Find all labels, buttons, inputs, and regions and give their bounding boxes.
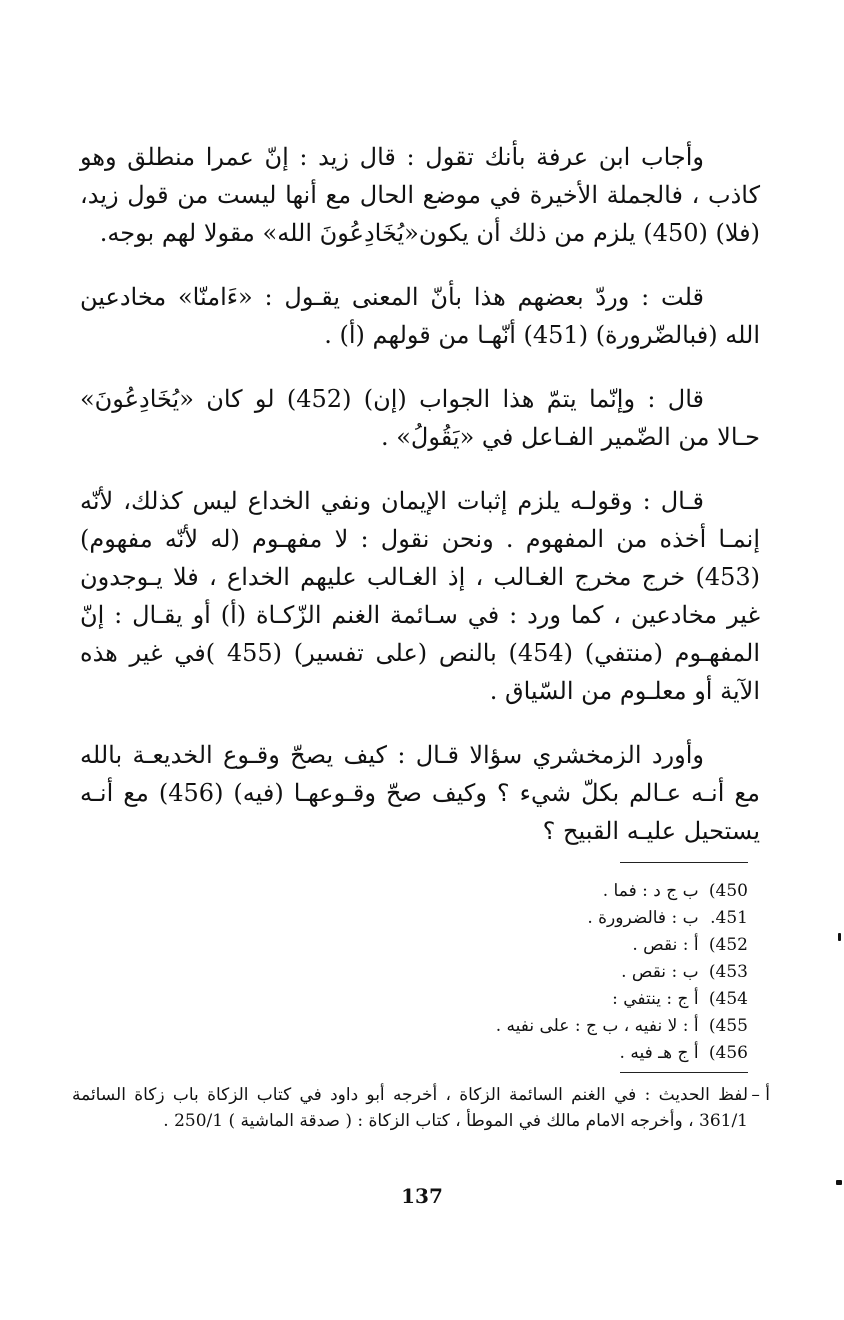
paragraph-1: وأجاب ابن عرفة بأنك تقول : قال زيد : إنّ عمرا منطلق وهو كاذب ، فالجملة الأخيرة في موضع الحال مع أنها ليست من قول زيد،(فلا) (450) يلزم من ذلك أن يكون«يُخَادِعُونَ الله» مقولا لهم بوجه. — [80, 143, 760, 247]
scan-speck — [838, 933, 841, 941]
paragraph-3: قال : وإنّما يتمّ هذا الجواب (إن) (452) لو كان «يُخَادِعُونَ» حـالا من الضّمير الفـاعل في «يَقُولُ» . — [80, 385, 760, 451]
paragraph-4: قـال : وقولـه يلزم إثبات الإيمان ونفي الخداع ليس كذلك، لأنّه إنمـا أخذه من المفهوم . ونحن نقول : لا مفهـوم (له لأنّه مفهوم) (453) خرج مخرج الغـالب ، إذ الغـالب عليهم الخداع ، فلا يـوجدون غير مخادعين ، كما ورد : في سـائمة الغنم الزّكـاة (أ) أو يقـال : إنّ المفهـوم (منتفي) (454) بالنص (على تفسير) (455 )في غير هذه الآية أو معلـوم من السّياق . — [80, 487, 761, 705]
footnote-divider — [620, 862, 748, 863]
main-text — [80, 138, 760, 876]
scan-speck — [836, 1180, 842, 1185]
variant-notes — [328, 878, 748, 1067]
paragraph-2: قلت : وردّ بعضهم هذا بأنّ المعنى يقـول : «ءَامنّا» مخادعين الله (فبالضّرورة) (451) أنّهـا من قولهم (أ) . — [80, 283, 760, 349]
variant-note: 455) أ : لا نفيه ، ب ج : على نفيه . — [495, 1016, 748, 1036]
variant-note: 453) ب : نقص . — [621, 962, 748, 982]
source-footnote-text: لفظ الحديث : في الغنم السائمة الزكاة ، أخرجه أبو داود في كتاب الزكاة باب زكاة السائمة 361/1 ، وأخرجه الامام مالك في الموطأ ، كتاب الزكاة : ( صدقة الماشية ) 250/1 . — [72, 1085, 748, 1131]
variant-note: 456) أ ج هـ فيه . — [619, 1043, 748, 1063]
variant-note: 452) أ : نقص . — [632, 935, 748, 955]
paragraph-5: وأورد الزمخشري سؤالا قـال : كيف يصحّ وقـوع الخديعـة بالله مع أنـه عـالم بكلّ شيء ؟ وكيف صحّ وقـوعهـا (فيه) (456) مع أنـه يستحيل عليـه القبيح ؟ — [80, 741, 760, 845]
source-footnote — [72, 1082, 770, 1134]
page-number: 137 — [401, 1184, 443, 1208]
variant-note: 451. ب : فالضرورة . — [587, 908, 748, 928]
variant-note: 454) أ ج : ينتفي : — [612, 989, 748, 1009]
variant-note: 450) ب ج د : فما . — [602, 881, 748, 901]
source-note-divider — [620, 1072, 748, 1073]
source-footnote-mark: أ – — [751, 1085, 770, 1105]
